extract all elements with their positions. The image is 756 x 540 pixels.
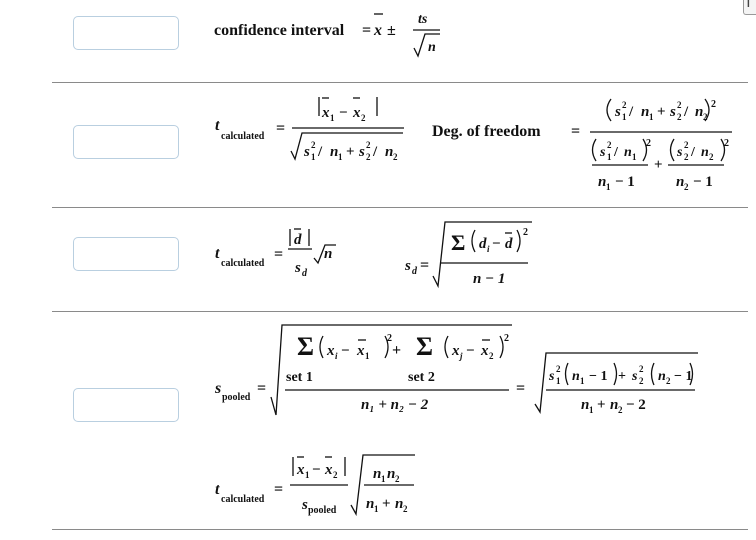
svg-text:±: ±: [387, 22, 396, 39]
svg-text:1: 1: [622, 112, 627, 122]
svg-text:s: s: [359, 144, 365, 160]
svg-text:n: n: [366, 496, 375, 512]
svg-text:−: −: [341, 343, 350, 359]
svg-text:2: 2: [709, 152, 714, 162]
svg-text:d: d: [479, 236, 487, 252]
svg-text:+: +: [618, 369, 626, 384]
svg-text:s: s: [295, 260, 301, 276]
set1-label: set 1: [286, 370, 313, 385]
svg-text:2: 2: [489, 351, 494, 361]
svg-text:n: n: [641, 104, 650, 120]
svg-text:s: s: [600, 145, 606, 160]
dof-label: Deg. of freedom: [432, 123, 541, 140]
svg-text:n: n: [385, 144, 394, 160]
sd-denominator: n − 1: [473, 271, 506, 287]
svg-text:i: i: [335, 351, 338, 361]
svg-text:2: 2: [646, 138, 651, 149]
svg-text:x: x: [327, 343, 335, 359]
svg-text:x: x: [322, 105, 330, 121]
svg-text:2: 2: [711, 99, 716, 110]
svg-text:2: 2: [639, 364, 644, 374]
svg-text:n: n: [598, 174, 607, 190]
svg-text:x: x: [452, 343, 460, 359]
svg-text:2: 2: [523, 227, 528, 238]
svg-text:1: 1: [330, 113, 335, 123]
formula-t-pooled: [215, 462, 408, 516]
svg-text:2: 2: [387, 333, 392, 344]
svg-text:2: 2: [361, 113, 366, 123]
svg-text:s: s: [215, 380, 222, 397]
svg-text:Σ: Σ: [416, 332, 433, 361]
svg-text:=: =: [276, 120, 286, 137]
svg-text:2: 2: [724, 138, 729, 149]
svg-text:t: t: [215, 117, 220, 134]
svg-text:2: 2: [684, 152, 689, 162]
svg-text:− 1: − 1: [693, 174, 713, 190]
svg-text:− 1: − 1: [589, 369, 608, 384]
svg-text:2: 2: [677, 112, 682, 122]
t-subscript-3: calculated: [221, 258, 265, 269]
s-pooled-subscript-5: pooled: [308, 505, 337, 516]
svg-text:n: n: [695, 104, 704, 120]
svg-text:2: 2: [504, 333, 509, 344]
svg-text:2: 2: [333, 470, 338, 480]
svg-text:2: 2: [666, 376, 671, 386]
svg-text:1: 1: [338, 152, 343, 162]
svg-text:i: i: [487, 244, 490, 254]
svg-text:2: 2: [403, 504, 408, 514]
svg-text:2: 2: [684, 182, 689, 192]
svg-text:s: s: [615, 104, 621, 120]
svg-text:1: 1: [607, 152, 612, 162]
svg-text:s: s: [549, 369, 555, 384]
t-subscript-2: calculated: [221, 131, 265, 142]
formula-t-paired: [215, 227, 528, 287]
svg-text:2: 2: [607, 140, 612, 150]
svg-text:n: n: [373, 466, 382, 482]
svg-text:2: 2: [618, 405, 623, 415]
svg-text:+: +: [346, 144, 355, 160]
ci-radicand: n: [428, 40, 436, 55]
ci-label: confidence interval: [214, 22, 345, 39]
svg-text:n: n: [387, 466, 396, 482]
set2-label: set 2: [408, 370, 435, 385]
svg-text:/: /: [318, 144, 323, 160]
svg-text:=: =: [274, 246, 284, 263]
svg-text:=: =: [362, 22, 372, 39]
svg-text:d: d: [505, 236, 513, 252]
svg-text:+: +: [382, 496, 391, 512]
ci-numerator: ts: [418, 12, 428, 27]
svg-text:=: =: [571, 123, 581, 140]
svg-text:2: 2: [311, 140, 316, 150]
svg-text:t: t: [215, 481, 220, 498]
s-pooled-subscript: pooled: [222, 392, 251, 403]
svg-text:− 1: − 1: [674, 369, 693, 384]
svg-text:=: =: [420, 257, 430, 274]
svg-text:1: 1: [381, 474, 386, 484]
svg-text:2: 2: [556, 364, 561, 374]
svg-text:2: 2: [393, 152, 398, 162]
svg-text:d: d: [294, 232, 302, 248]
svg-text:x: x: [481, 343, 489, 359]
svg-text:/: /: [373, 144, 378, 160]
svg-text:n: n: [610, 397, 619, 413]
svg-text:x: x: [325, 462, 333, 478]
svg-text:1: 1: [374, 504, 379, 514]
svg-text:s: s: [304, 144, 310, 160]
formula-s-pooled: [214, 332, 692, 415]
formula-confidence-interval: [214, 12, 436, 55]
svg-text:1: 1: [649, 112, 654, 122]
svg-text:1: 1: [606, 182, 611, 192]
svg-text:x: x: [297, 462, 305, 478]
svg-text:2: 2: [639, 376, 644, 386]
svg-text:s: s: [302, 497, 308, 513]
svg-text:s: s: [670, 104, 676, 120]
svg-text:2: 2: [622, 100, 627, 110]
svg-text:s: s: [405, 258, 411, 274]
pooled-denominator: n₁ + n₂ − 2: [361, 397, 429, 413]
svg-text:2: 2: [703, 112, 708, 122]
svg-text:s: s: [677, 145, 683, 160]
svg-text:n: n: [330, 144, 339, 160]
svg-text:− 1: − 1: [615, 174, 635, 190]
svg-text:1: 1: [589, 405, 594, 415]
svg-text:/: /: [684, 104, 689, 120]
svg-text:1: 1: [632, 152, 637, 162]
svg-text:j: j: [460, 351, 463, 361]
svg-text:+: +: [657, 104, 666, 120]
svg-text:1: 1: [305, 470, 310, 480]
svg-text:1: 1: [580, 376, 585, 386]
svg-text:1: 1: [311, 152, 316, 162]
svg-text:/: /: [614, 145, 618, 160]
svg-text:2: 2: [677, 100, 682, 110]
svg-text:/: /: [629, 104, 634, 120]
corner-tab-icon: I: [743, 0, 756, 15]
svg-text:+: +: [654, 157, 663, 173]
svg-text:x: x: [374, 22, 382, 39]
svg-text:2: 2: [395, 474, 400, 484]
svg-text:1: 1: [365, 351, 370, 361]
svg-text:+: +: [597, 397, 606, 413]
svg-text:s: s: [632, 369, 638, 384]
svg-text:−: −: [492, 236, 501, 252]
svg-text:t: t: [215, 245, 220, 262]
svg-text:− 2: − 2: [626, 397, 646, 413]
sd-subscript: d: [412, 266, 417, 277]
svg-text:x: x: [353, 105, 361, 121]
svg-text:n: n: [624, 145, 632, 160]
formula-t-two-means: [215, 99, 729, 192]
svg-text:1: 1: [556, 376, 561, 386]
svg-text:+: +: [392, 342, 402, 359]
svg-text:2: 2: [366, 152, 371, 162]
svg-text:−: −: [466, 343, 475, 359]
svg-text:/: /: [691, 145, 695, 160]
svg-text:n: n: [324, 246, 333, 262]
svg-text:Σ: Σ: [451, 230, 466, 255]
svg-text:Σ: Σ: [297, 332, 314, 361]
svg-text:2: 2: [684, 140, 689, 150]
svg-text:n: n: [676, 174, 685, 190]
svg-text:n: n: [658, 369, 666, 384]
svg-text:n: n: [701, 145, 709, 160]
svg-text:2: 2: [366, 140, 371, 150]
svg-text:n: n: [395, 496, 404, 512]
svg-text:n: n: [572, 369, 580, 384]
svg-text:x: x: [357, 343, 365, 359]
svg-text:=: =: [274, 481, 284, 498]
svg-text:n: n: [581, 397, 590, 413]
svg-text:−: −: [312, 462, 321, 478]
t-subscript-5: calculated: [221, 494, 265, 505]
svg-text:d: d: [302, 268, 307, 279]
svg-text:−: −: [339, 105, 348, 121]
svg-text:=: =: [516, 380, 526, 397]
svg-text:=: =: [257, 380, 267, 397]
